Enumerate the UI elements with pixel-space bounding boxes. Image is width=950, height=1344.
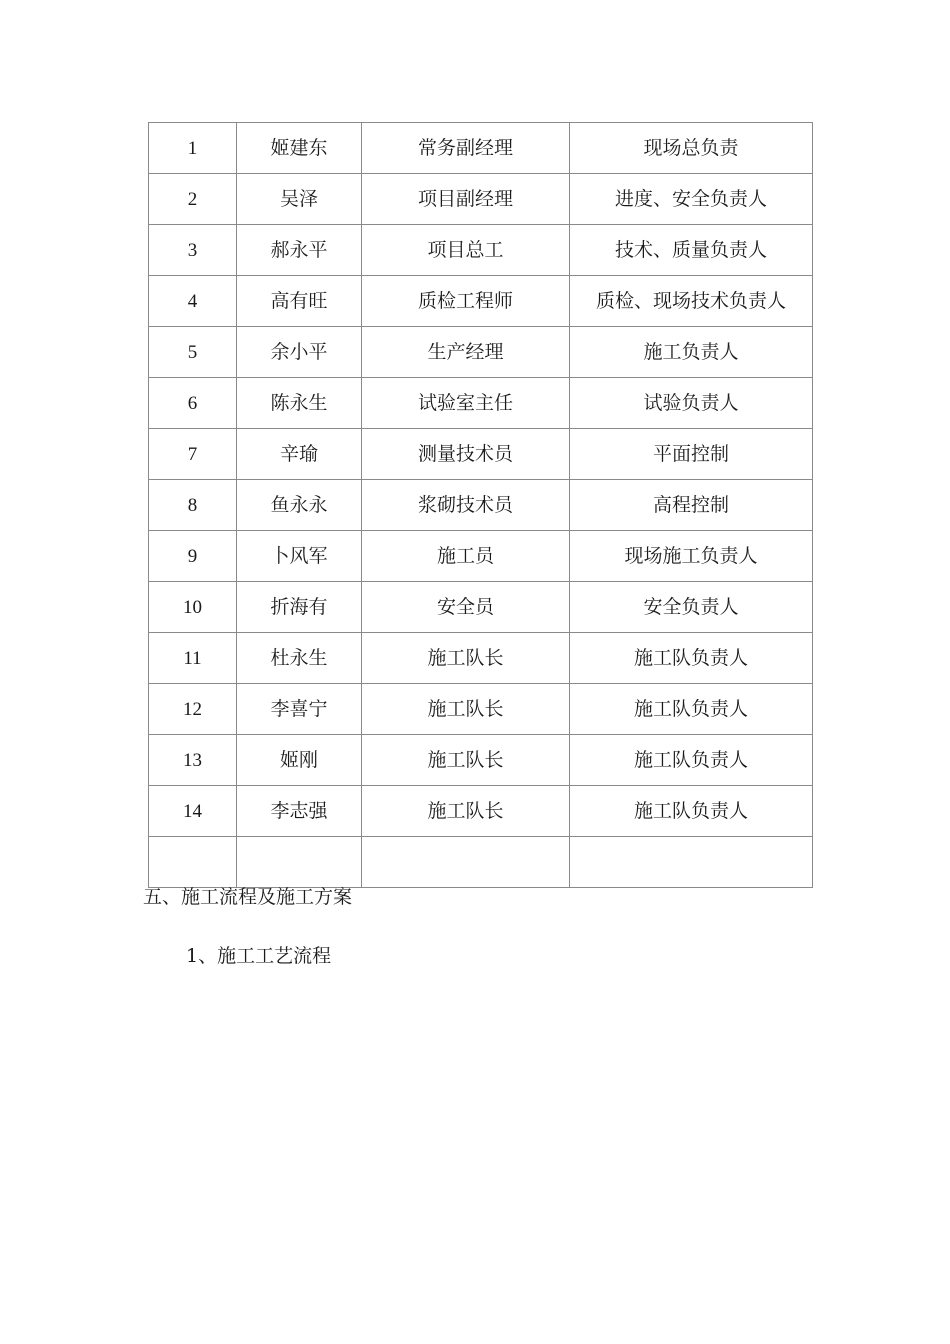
cell-number: 13 [149, 735, 237, 786]
table-row [149, 429, 813, 480]
cell-duty [570, 837, 813, 888]
table-row [149, 480, 813, 531]
cell-duty: 质检、现场技术负责人 [570, 276, 813, 327]
cell-position: 浆砌技术员 [362, 480, 570, 531]
cell-position: 施工队长 [362, 684, 570, 735]
cell-duty: 现场施工负责人 [570, 531, 813, 582]
cell-number: 7 [149, 429, 237, 480]
cell-name [237, 837, 362, 888]
cell-position: 安全员 [362, 582, 570, 633]
table-row [149, 684, 813, 735]
cell-duty: 施工队负责人 [570, 786, 813, 837]
table-row [149, 378, 813, 429]
cell-name: 姬建东 [237, 123, 362, 174]
cell-duty: 进度、安全负责人 [570, 174, 813, 225]
cell-name: 陈永生 [237, 378, 362, 429]
cell-name: 卜风军 [237, 531, 362, 582]
cell-number: 5 [149, 327, 237, 378]
cell-number: 9 [149, 531, 237, 582]
cell-duty: 施工队负责人 [570, 684, 813, 735]
cell-number: 1 [149, 123, 237, 174]
cell-number: 12 [149, 684, 237, 735]
cell-position: 试验室主任 [362, 378, 570, 429]
section-heading: 五、施工流程及施工方案 [143, 886, 353, 908]
cell-number: 11 [149, 633, 237, 684]
table-row [149, 633, 813, 684]
cell-duty: 安全负责人 [570, 582, 813, 633]
cell-position: 生产经理 [362, 327, 570, 378]
cell-name: 李志强 [237, 786, 362, 837]
table-row [149, 327, 813, 378]
table-row [149, 735, 813, 786]
cell-name: 郝永平 [237, 225, 362, 276]
cell-number: 14 [149, 786, 237, 837]
cell-position: 施工队长 [362, 735, 570, 786]
table-row [149, 582, 813, 633]
table-row [149, 531, 813, 582]
cell-name: 吴泽 [237, 174, 362, 225]
cell-name: 杜永生 [237, 633, 362, 684]
cell-position: 施工队长 [362, 786, 570, 837]
cell-name: 鱼永永 [237, 480, 362, 531]
cell-position: 质检工程师 [362, 276, 570, 327]
cell-position [362, 837, 570, 888]
cell-number: 3 [149, 225, 237, 276]
cell-position: 项目总工 [362, 225, 570, 276]
cell-name: 高有旺 [237, 276, 362, 327]
cell-name: 余小平 [237, 327, 362, 378]
cell-duty: 施工负责人 [570, 327, 813, 378]
table-row [149, 123, 813, 174]
cell-duty: 高程控制 [570, 480, 813, 531]
cell-name: 姬刚 [237, 735, 362, 786]
cell-number [149, 837, 237, 888]
cell-number: 6 [149, 378, 237, 429]
cell-position: 施工队长 [362, 633, 570, 684]
cell-duty: 施工队负责人 [570, 735, 813, 786]
table-row [149, 276, 813, 327]
cell-duty: 试验负责人 [570, 378, 813, 429]
cell-duty: 技术、质量负责人 [570, 225, 813, 276]
table-row [149, 174, 813, 225]
table-row [149, 225, 813, 276]
cell-name: 辛瑜 [237, 429, 362, 480]
table-row [149, 786, 813, 837]
staff-table [148, 122, 813, 888]
cell-name: 李喜宁 [237, 684, 362, 735]
cell-position: 常务副经理 [362, 123, 570, 174]
cell-number: 4 [149, 276, 237, 327]
cell-duty: 平面控制 [570, 429, 813, 480]
cell-number: 10 [149, 582, 237, 633]
table-row [149, 837, 813, 888]
cell-duty: 施工队负责人 [570, 633, 813, 684]
cell-position: 施工员 [362, 531, 570, 582]
sub-heading: 1、施工工艺流程 [186, 945, 332, 967]
cell-position: 项目副经理 [362, 174, 570, 225]
cell-number: 8 [149, 480, 237, 531]
cell-duty: 现场总负责 [570, 123, 813, 174]
cell-position: 测量技术员 [362, 429, 570, 480]
cell-name: 折海有 [237, 582, 362, 633]
staff-table-body [149, 123, 813, 888]
cell-number: 2 [149, 174, 237, 225]
